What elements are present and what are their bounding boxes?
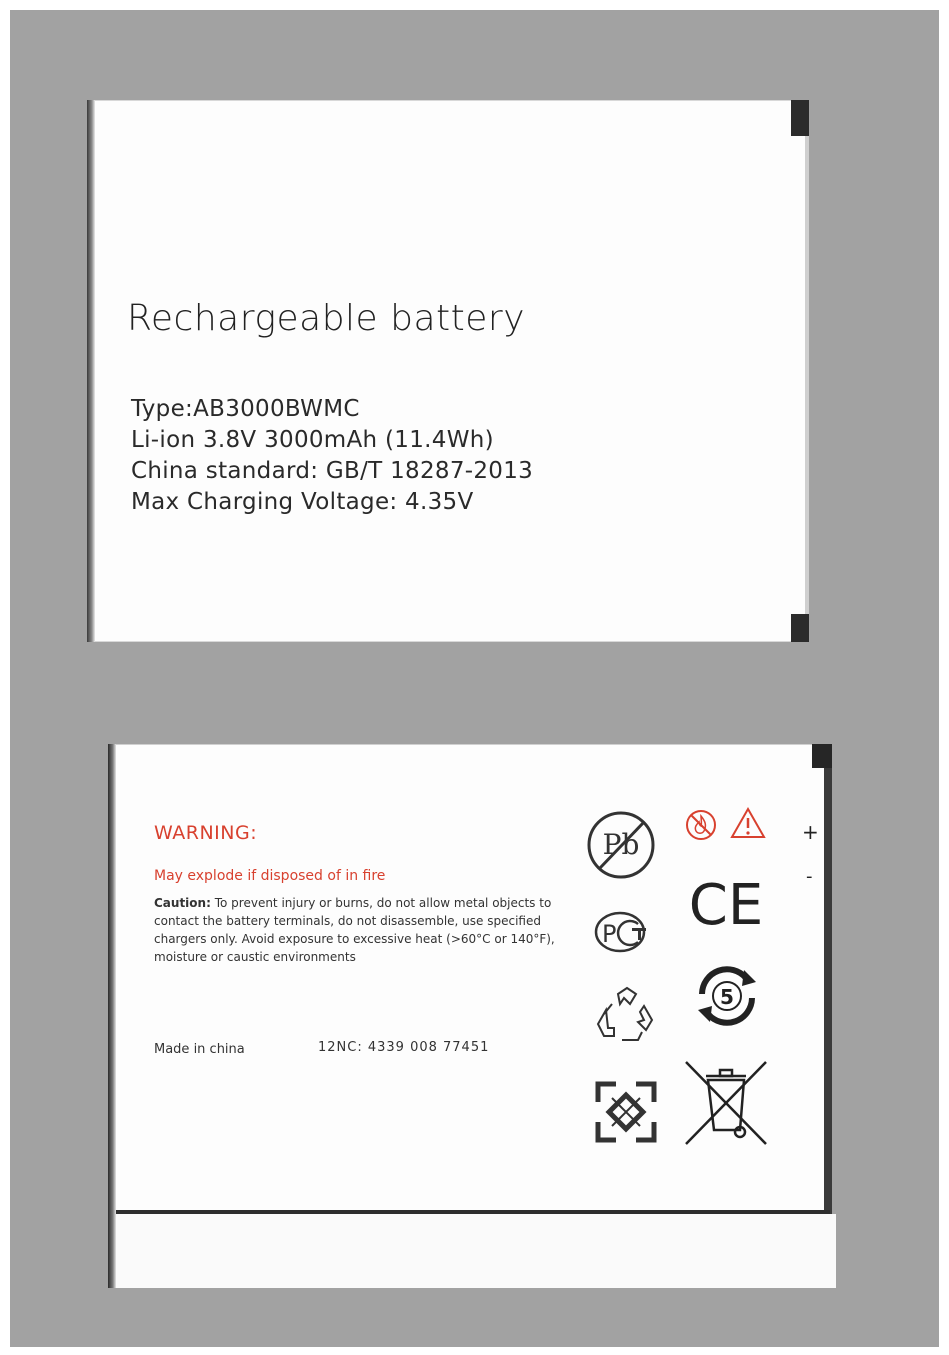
warning-subtitle: May explode if disposed of in fire xyxy=(154,868,386,884)
svg-text:Pb: Pb xyxy=(602,828,640,861)
voltage-line: Max Charging Voltage: 4.35V xyxy=(131,489,474,515)
terminal-notch-top xyxy=(812,744,832,768)
terminal-notch-top xyxy=(791,100,809,136)
type-line: Type:AB3000BWMC xyxy=(131,396,360,422)
battery-lower-strip xyxy=(116,1214,836,1288)
eco-5-years-icon xyxy=(690,964,764,1028)
battery-side xyxy=(805,136,809,614)
svg-text:P: P xyxy=(602,920,617,948)
battery-specs xyxy=(131,394,533,518)
minus-terminal-label: - xyxy=(806,866,813,887)
crossed-bin-icon xyxy=(684,1060,768,1146)
svg-text:CE: CE xyxy=(688,873,764,932)
nc-code: 12NC: 4339 008 77451 xyxy=(318,1040,490,1055)
no-fire-icon xyxy=(684,808,718,842)
battery-edge xyxy=(87,100,95,642)
battery-back xyxy=(108,744,830,1288)
pct-rst-icon xyxy=(592,908,652,954)
recycle-icon xyxy=(594,984,660,1050)
terminal-notch-bottom xyxy=(791,614,809,642)
warning-title: WARNING: xyxy=(154,822,258,844)
eco-label-icon xyxy=(594,1080,658,1144)
standard-line: China standard: GB/T 18287-2013 xyxy=(131,458,534,484)
battery-edge xyxy=(108,744,116,1288)
caution-label: Caution: xyxy=(154,896,211,910)
caution-body: To prevent injury or burns, do not allow metal objects to contact the battery terminals, do not disassemble, use specified chargers only. Avoid exposure to excessive heat (>60°C or 140°F), moisture or caustic environments xyxy=(154,896,555,964)
battery-front xyxy=(87,100,809,642)
plus-terminal-label: + xyxy=(802,820,819,844)
ce-mark-icon xyxy=(686,872,766,932)
no-lead-pb-icon xyxy=(586,810,656,880)
svg-text:5: 5 xyxy=(720,985,734,1009)
battery-side xyxy=(824,768,832,1228)
caution-text xyxy=(154,894,564,966)
made-in: Made in china xyxy=(154,1042,245,1057)
battery-title: Rechargeable battery xyxy=(127,298,526,339)
spec-line: Li-ion 3.8V 3000mAh (11.4Wh) xyxy=(131,427,494,453)
warning-triangle-icon xyxy=(730,806,766,840)
